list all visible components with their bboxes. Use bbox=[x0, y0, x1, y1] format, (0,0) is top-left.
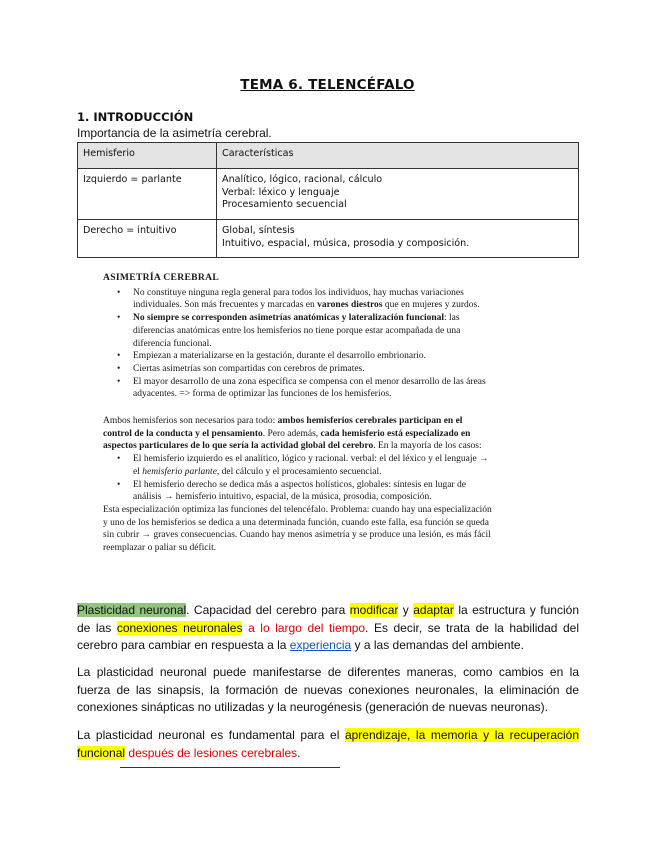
plasticity-definition: Plasticidad neuronal. Capacidad del cerebro para modificar y adaptar la estructura y función de las conexiones neuronales a lo largo del tiempo. Es decir, se trata de la habilidad del cerebro para cambiar en respuesta a la experiencia y a las demandas del ambiente. bbox=[77, 603, 580, 652]
highlight-term: Plasticidad neuronal bbox=[77, 603, 187, 617]
highlight-term: adaptar bbox=[413, 603, 454, 617]
scan-title: ASIMETRÍA CEREBRAL bbox=[103, 272, 220, 283]
divider-line bbox=[120, 767, 340, 768]
list-item: • El hemisferio izquierdo es el analítico, lógico y racional. verbal: el del léxico y el lenguaje → el hemisferio parlante, del cálculo y el procesamiento secuencial. bbox=[133, 453, 493, 478]
scan-paragraph: Ambos hemisferios son necesarios para todo: ambos hemisferios cerebrales participan en el control de la conducta y el pensamiento. Pero además, cada hemisferio está especializado en aspectos particulares de lo que sería la actividad global del cerebro. En la mayoría de los casos: bbox=[103, 416, 482, 452]
scanned-notes-image bbox=[103, 272, 493, 555]
scan-paragraph: Esta especialización optimiza las funciones del telencéfalo. Problema: cuando hay una especialización y uno de los hemisferios se dedica a una determinada función, cuando este falla, esa función se queda sin cubrir → graves consecuencias. Cuando hay menos asimetría y se produce una lesión, es más fácil reemplazar o paliar su déficit. bbox=[103, 504, 492, 554]
cell-caracteristicas bbox=[217, 220, 579, 258]
list-item: • No siempre se corresponden asimetrías anatómicas y lateralización funcional: las diferencias anatómicas entre los hemisferios no tiene porque estar acompañada de una diferencia funcional. bbox=[133, 312, 493, 350]
hemisphere-table bbox=[77, 142, 579, 258]
list-item: • El hemisferio derecho se dedica más a aspectos holísticos, globales: síntesis en lugar de análisis → hemisferio intuitivo, espacial, de la música, prosodia, composición. bbox=[133, 479, 493, 504]
table-row bbox=[78, 220, 579, 258]
trait-line: Analítico, lógico, racional, cálculo bbox=[222, 174, 383, 185]
plasticity-importance: La plasticidad neuronal es fundamental para el aprendizaje, la memoria y la recuperación funcional después de lesiones cerebrales. bbox=[77, 728, 580, 760]
table-header-row bbox=[78, 143, 579, 169]
trait-line: Intuitivo, espacial, música, prosodia y composición. bbox=[222, 237, 470, 249]
header-caracteristicas: Características bbox=[217, 143, 579, 169]
header-hemisferio: Hemisferio bbox=[78, 143, 217, 169]
highlight-term: aprendizaje, la memoria y la recuperación funcional bbox=[77, 728, 580, 760]
trait-line: Global, síntesis bbox=[222, 225, 295, 236]
highlight-term: conexiones neuronales bbox=[116, 620, 243, 635]
cell-hemisferio: Derecho = intuitivo bbox=[78, 220, 217, 258]
trait-line: Verbal: léxico y lenguaje bbox=[222, 186, 340, 198]
cell-caracteristicas bbox=[217, 169, 579, 220]
list-item: • No constituye ninguna regla general para todos los individuos, hay muchas variaciones individuales. Son más frecuentes y marcadas en varones diestros que en mujeres y zurdos. bbox=[133, 287, 493, 312]
table-row bbox=[78, 169, 579, 220]
scan-sub-list bbox=[103, 453, 493, 504]
list-item: • El mayor desarrollo de una zona específica se compensa con el menor desarrollo de las áreas adyacentes. => forma de optimizar las funciones de los hemisferios. bbox=[133, 376, 493, 401]
experiencia-link[interactable]: experiencia bbox=[289, 638, 352, 652]
list-item: • Empiezan a materializarse en la gestación, durante el desarrollo embrionario. bbox=[133, 350, 493, 363]
scan-bullet-list bbox=[103, 287, 493, 401]
intro-text: Importancia de la asimetría cerebral. bbox=[77, 126, 272, 140]
section-heading: 1. INTRODUCCIÓN bbox=[77, 110, 194, 124]
trait-line: Procesamiento secuencial bbox=[222, 199, 347, 210]
red-text: después de lesiones cerebrales bbox=[128, 745, 298, 760]
list-item: • Ciertas asimetrías son compartidas con cerebros de primates. bbox=[133, 363, 493, 376]
cell-hemisferio: Izquierdo = parlante bbox=[78, 169, 217, 220]
red-text: a lo largo del tiempo bbox=[248, 620, 366, 635]
highlight-term: modificar bbox=[349, 603, 399, 617]
page-title: TEMA 6. TELENCÉFALO bbox=[240, 77, 415, 93]
plasticity-manifestations: La plasticidad neuronal puede manifestarse de diferentes maneras, como cambios en la fuerza de las sinapsis, la formación de nuevas conexiones neuronales, la eliminación de conexiones sinápticas no utilizadas y la neurogénesis (generación de nuevas neuronas). bbox=[77, 665, 579, 714]
